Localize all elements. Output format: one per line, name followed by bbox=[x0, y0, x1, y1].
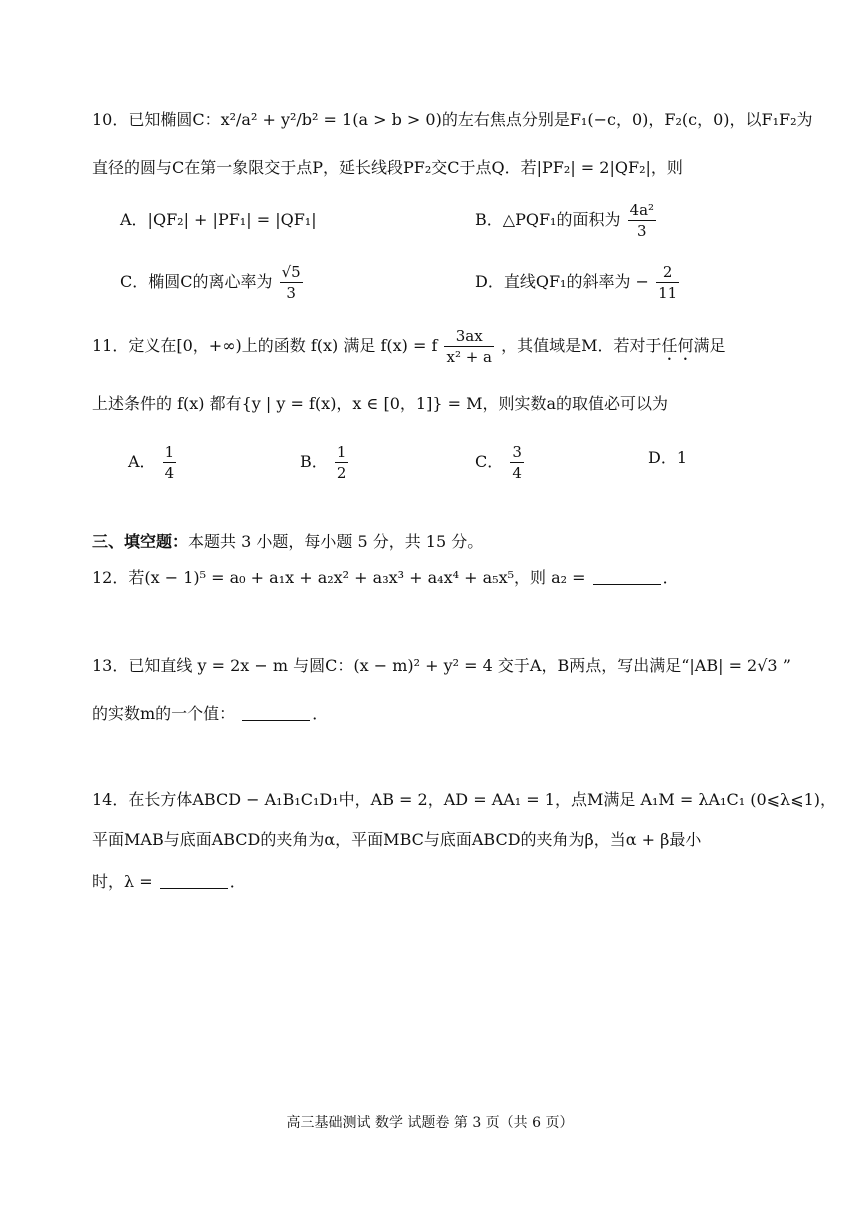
q10-option-c-text: C．椭圆C的离心率为 bbox=[120, 272, 273, 291]
q12-stem bbox=[92, 566, 772, 590]
q11-option-b-label: B． bbox=[300, 452, 328, 471]
q10-option-c-fraction bbox=[280, 262, 303, 303]
q13-stem-end: ． bbox=[312, 704, 329, 723]
q14-stem-text: 时，λ = bbox=[92, 872, 153, 891]
q11-option-b-fraction bbox=[335, 442, 349, 483]
q11-option-d: D．1 bbox=[648, 448, 688, 467]
q11-option-a-label: A． bbox=[128, 452, 156, 471]
q11-stem-line-2: 上述条件的 f(x) 都有{y | y = f(x)，x ∈ [0，1]} = M，则实数a的取值必可以为 bbox=[92, 394, 668, 413]
q12-answer-blank[interactable] bbox=[593, 568, 661, 585]
q10-stem-line-1: 10．已知椭圆C：x²/a² + y²/b² = 1(a > b > 0)的左右焦点分别是F₁(−c，0)，F₂(c，0)，以F₁F₂为 bbox=[92, 110, 813, 129]
q11-stem-part-a: 11．定义在[0，+∞)上的函数 f(x) 满足 f(x) = f bbox=[92, 336, 438, 355]
q11-option-b-numerator: 1 bbox=[336, 443, 347, 461]
q13-answer-blank[interactable] bbox=[242, 704, 310, 721]
q10-option-d-text: D．直线QF₁的斜率为 − bbox=[475, 272, 649, 291]
q12-stem-end: ． bbox=[662, 568, 679, 587]
section-3-description: 本题共 3 小题，每小题 5 分，共 15 分。 bbox=[188, 532, 484, 551]
q13-stem-line-1: 13．已知直线 y = 2x − m 与圆C：(x − m)² + y² = 4 交于A，B两点，写出满足“|AB| = 2√3 ” bbox=[92, 656, 791, 675]
section-3-title: 三、填空题： bbox=[92, 532, 189, 551]
q11-option-b-denominator: 2 bbox=[336, 464, 347, 482]
page-footer: 高三基础测试 数学 试题卷 第 3 页（共 6 页） bbox=[286, 1115, 574, 1131]
q11-option-c-fraction bbox=[510, 442, 524, 483]
q10-stem-line-2: 直径的圆与C在第一象限交于点P，延长线段PF₂交C于点Q．若|PF₂| = 2|QF₂|，则 bbox=[92, 158, 683, 177]
q11-option-a-fraction bbox=[163, 442, 177, 483]
q10-option-c bbox=[120, 262, 305, 303]
q14-stem-end: ． bbox=[229, 872, 246, 891]
q14-stem-line-1: 14．在长方体ABCD − A₁B₁C₁D₁中，AB = 2，AD = AA₁ = 1，点M满足 A₁M = λA₁C₁ (0⩽λ⩽1)， bbox=[92, 790, 837, 809]
q11-stem-part-b: ，其值域是M．若对于 bbox=[501, 336, 662, 355]
q10-option-a: A．|QF₂| + |PF₁| = |QF₁| bbox=[120, 210, 317, 229]
q10-option-b-denominator: 3 bbox=[637, 222, 647, 240]
q11-stem-denominator: x² + a bbox=[446, 348, 493, 366]
q11-stem-fraction bbox=[444, 326, 494, 367]
q14-stem-line-2: 平面MAB与底面ABCD的夹角为α，平面MBC与底面ABCD的夹角为β，当α + β最小 bbox=[92, 830, 702, 849]
q11-option-c-denominator: 4 bbox=[512, 464, 522, 482]
q10-option-d-denominator: 11 bbox=[658, 284, 678, 302]
q11-stem-line-1 bbox=[92, 326, 772, 367]
q10-option-d-numerator: 2 bbox=[656, 262, 679, 283]
q11-option-a-denominator: 4 bbox=[164, 464, 175, 482]
q10-option-c-numerator: √5 bbox=[281, 263, 301, 281]
q11-option-b bbox=[300, 442, 350, 483]
q11-option-a bbox=[128, 442, 178, 483]
q11-option-a-numerator: 1 bbox=[164, 443, 175, 461]
q12-stem-text: 12．若(x − 1)⁵ = a₀ + a₁x + a₂x² + a₃x³ + a₄x⁴ + a₅x⁵，则 a₂ = bbox=[92, 568, 586, 587]
q11-stem-emphasis: 任何 bbox=[661, 336, 694, 355]
q11-option-c bbox=[475, 442, 526, 483]
q14-answer-blank[interactable] bbox=[160, 872, 228, 889]
q10-option-b-numerator: 4a² bbox=[629, 201, 655, 219]
q10-option-b bbox=[475, 200, 658, 241]
section-3-heading bbox=[92, 530, 772, 554]
q11-option-c-label: C． bbox=[475, 452, 504, 471]
q10-option-b-fraction bbox=[628, 200, 657, 241]
q11-stem-numerator: 3ax bbox=[444, 326, 494, 347]
q10-option-c-denominator: 3 bbox=[286, 284, 296, 302]
q14-stem-line-3 bbox=[92, 870, 772, 894]
q10-option-d bbox=[475, 262, 681, 303]
q13-stem-text: 的实数m的一个值： bbox=[92, 704, 236, 723]
q10-option-b-text: B．△PQF₁的面积为 bbox=[475, 210, 621, 229]
q11-option-c-numerator: 3 bbox=[512, 443, 522, 461]
q10-option-d-fraction bbox=[656, 262, 679, 303]
q13-stem-line-2 bbox=[92, 702, 772, 726]
q11-stem-part-c: 满足 bbox=[693, 336, 726, 355]
